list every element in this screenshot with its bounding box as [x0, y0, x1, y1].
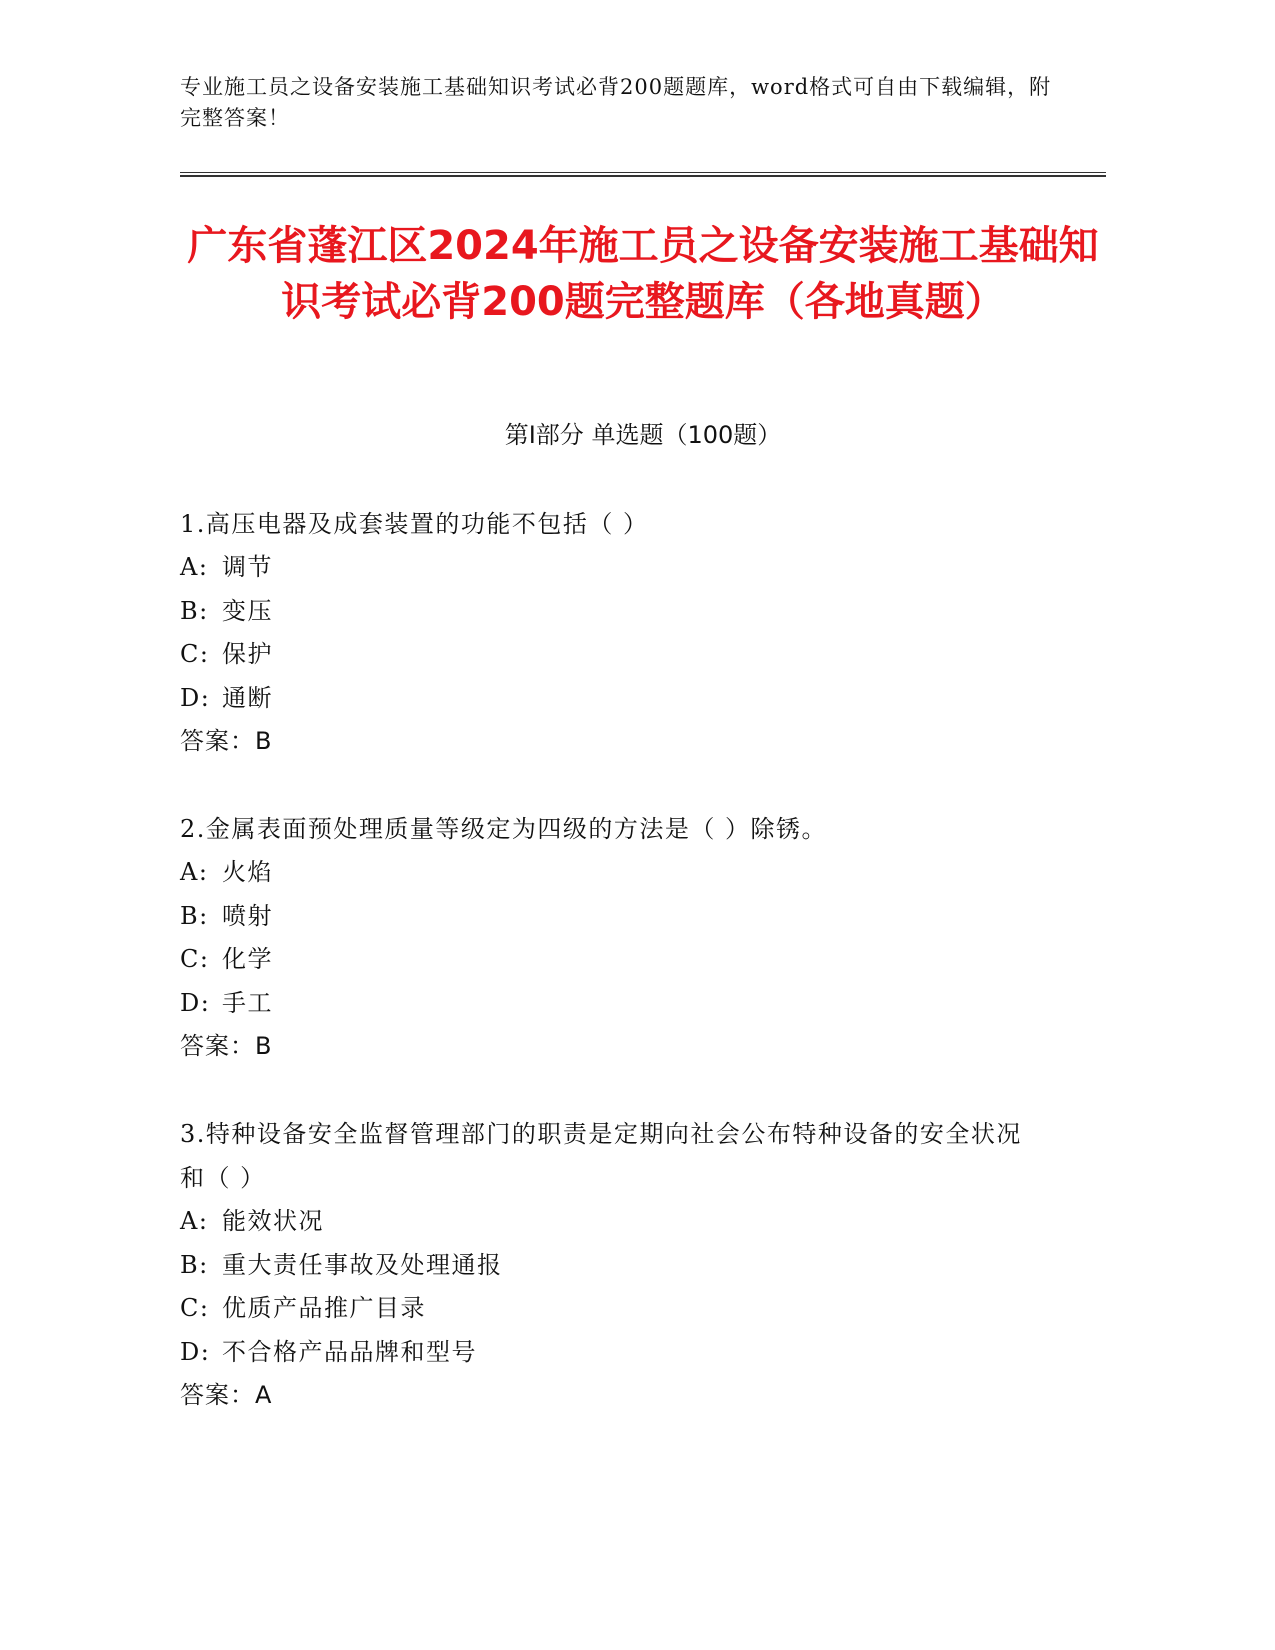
question-1	[180, 502, 1040, 764]
option-text: 调节	[222, 553, 273, 581]
question-2	[180, 807, 1040, 1069]
document-title: 广东省蓬江区2024年施工员之设备安装施工基础知识考试必背200题完整题库（各地真题）	[187, 223, 1099, 325]
option-b	[180, 1244, 1040, 1288]
option-text: 喷射	[222, 901, 273, 930]
question-stem: 1.高压电器及成套装置的功能不包括（ ）	[180, 510, 649, 538]
option-letter: B:	[180, 596, 209, 625]
header-note: 专业施工员之设备安装施工基础知识考试必背200题题库，word格式可自由下载编辑，附完整答案！	[180, 75, 1052, 130]
answer-line: 答案：B	[180, 727, 273, 755]
option-c	[180, 1287, 1040, 1331]
option-letter: A:	[180, 553, 209, 581]
option-letter: D:	[180, 988, 211, 1017]
option-text: 手工	[222, 988, 273, 1017]
option-a	[180, 851, 1040, 895]
option-letter: A:	[180, 1207, 209, 1235]
option-text: 能效状况	[222, 1207, 324, 1235]
option-text: 变压	[222, 596, 273, 625]
option-text: 化学	[222, 945, 273, 973]
question-3	[180, 1112, 1040, 1418]
option-a	[180, 546, 1040, 590]
option-letter: A:	[180, 858, 209, 886]
option-a	[180, 1200, 1040, 1244]
header-divider-thin	[180, 172, 1106, 173]
option-text: 优质产品推广目录	[222, 1294, 426, 1322]
answer-line: 答案：B	[180, 1032, 273, 1060]
header-divider-thick	[180, 175, 1106, 177]
question-stem: 2.金属表面预处理质量等级定为四级的方法是（ ）除锈。	[180, 815, 828, 843]
option-letter: B:	[180, 1250, 209, 1279]
option-d	[180, 677, 1040, 721]
section-heading: 第Ⅰ部分 单选题（100题）	[504, 421, 782, 449]
option-c	[180, 633, 1040, 677]
answer-line: 答案：A	[180, 1381, 273, 1409]
option-c	[180, 938, 1040, 982]
option-letter: D:	[180, 1337, 211, 1366]
option-text: 不合格产品品牌和型号	[222, 1337, 477, 1366]
question-stem: 3.特种设备安全监督管理部门的职责是定期向社会公布特种设备的安全状况和（ ）	[180, 1120, 1022, 1192]
option-text: 通断	[222, 683, 273, 712]
option-text: 重大责任事故及处理通报	[222, 1250, 503, 1279]
option-b	[180, 895, 1040, 939]
option-letter: C:	[180, 1294, 210, 1322]
option-letter: B:	[180, 901, 209, 930]
option-letter: C:	[180, 640, 210, 668]
option-d	[180, 982, 1040, 1026]
option-d	[180, 1331, 1040, 1375]
option-letter: D:	[180, 683, 211, 712]
option-text: 火焰	[222, 858, 273, 886]
option-letter: C:	[180, 945, 210, 973]
option-b	[180, 590, 1040, 634]
option-text: 保护	[222, 640, 273, 668]
